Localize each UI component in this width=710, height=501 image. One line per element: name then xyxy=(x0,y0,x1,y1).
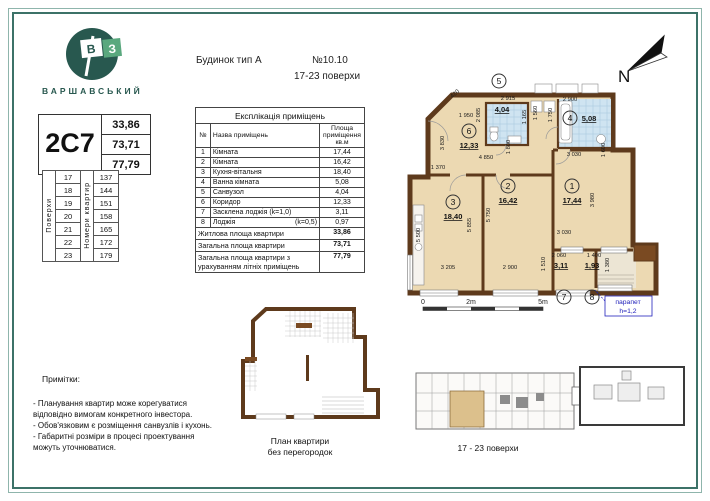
no-partition-caption-line2: без перегородок xyxy=(267,447,333,457)
dimension-label: 1 750 xyxy=(548,107,554,123)
explication-table xyxy=(195,107,365,273)
floors-body xyxy=(43,171,119,262)
no-partition-caption-line1: План квартири xyxy=(270,436,330,446)
parapet-label-line2: h=1,2 xyxy=(619,308,637,315)
explication-col-no: № xyxy=(196,124,211,148)
explication-summary-row: Загальна площа квартири 73,71 xyxy=(196,240,365,252)
building-type-label: Будинок тип А xyxy=(196,55,262,66)
note-line: можуть уточнюватися. xyxy=(33,443,116,452)
explication-row: 7 Засклена лоджія (k=1,0) 3,11 xyxy=(196,208,365,218)
room-number: 7 xyxy=(561,292,567,302)
dimension-label: 2 900 xyxy=(562,97,578,103)
room-area: 17,44 xyxy=(562,196,582,205)
floors-row: Поверхи 17 Номери квартир 137 xyxy=(43,171,119,184)
logo-letter-v: В xyxy=(86,41,97,57)
room-area: 18,40 xyxy=(443,212,463,221)
key-plan xyxy=(412,363,687,438)
floors-row: 22 172 xyxy=(43,236,119,249)
dimension-label: 1 600 xyxy=(601,142,607,158)
key-plan-left-wing xyxy=(416,373,574,429)
room-number: 1 xyxy=(569,181,575,191)
scale-end: 5m xyxy=(538,299,548,306)
room-number: 8 xyxy=(589,292,595,302)
dimension-label: 3 830 xyxy=(440,135,446,151)
dimension-label: 5 500 xyxy=(416,227,422,243)
living-area-value: 33,86 xyxy=(102,115,150,135)
parapet-label-line1: парапет xyxy=(615,299,641,306)
floors-row: 19 151 xyxy=(43,197,119,210)
explication-row: 1 Кімната 17,44 xyxy=(196,148,365,158)
dimension-label: 4 850 xyxy=(478,155,494,161)
note-line: - Обов'язковим є розміщення санвузлів і кухонь. xyxy=(33,421,212,430)
key-plan-highlighted-apartment xyxy=(450,391,484,427)
dimension-label: 3 030 xyxy=(556,230,572,236)
floors-row: 18 144 xyxy=(43,184,119,197)
room-area: 12,33 xyxy=(459,141,479,150)
explication-col-name: Назва приміщень xyxy=(210,124,319,148)
explication-body xyxy=(196,108,365,273)
scale-mid: 2m xyxy=(466,299,476,306)
dimension-label: 5 750 xyxy=(486,207,492,223)
explication-row: 8 Лоджія (k=0,5) 0,97 xyxy=(196,218,365,228)
section-number-label: №10.10 xyxy=(312,55,348,66)
total-area-value: 73,71 xyxy=(102,135,150,155)
dimension-label: 3 030 xyxy=(566,152,582,158)
room-number: 3 xyxy=(450,197,456,207)
floors-row: 20 158 xyxy=(43,210,119,223)
floors-row: 23 179 xyxy=(43,249,119,262)
scale-zero: 0 xyxy=(421,299,425,306)
brand-name: ВАРШАВСЬКИЙ xyxy=(42,86,143,96)
room-number: 6 xyxy=(466,126,472,136)
notes-lines xyxy=(33,398,223,453)
dimension-label: 3 980 xyxy=(590,192,596,208)
explication-row: 5 Санвузол 4,04 xyxy=(196,188,365,198)
explication-row: 4 Ванна кімната 5,08 xyxy=(196,178,365,188)
floors-apartments-table xyxy=(42,170,119,262)
no-partition-plan xyxy=(236,297,388,432)
explication-col-area: Площа приміщення кв.м xyxy=(320,124,365,148)
notes-title: Примітки: xyxy=(42,374,81,384)
room-area: 16,42 xyxy=(498,196,518,205)
dimension-label: 2 915 xyxy=(500,96,516,102)
room-number: 4 xyxy=(567,113,573,123)
explication-summary-row: Житлова площа квартири 33,86 xyxy=(196,228,365,240)
dimension-label: 1 370 xyxy=(430,165,446,171)
explication-summary-row: Загальна площа квартири з урахуванням літніх приміщень 77,79 xyxy=(196,252,365,273)
floors-row: 21 165 xyxy=(43,223,119,236)
apartment-code-box xyxy=(38,114,151,175)
main-floor-plan xyxy=(398,55,663,325)
note-line: - Планування квартир може корегуватися xyxy=(33,399,187,408)
north-letter: N xyxy=(618,67,631,86)
dimension-label: 2 060 xyxy=(551,253,567,259)
apartments-label-cell: Номери квартир xyxy=(81,171,94,262)
dimension-label: 5 855 xyxy=(467,217,473,233)
dimension-label: 1 950 xyxy=(458,113,474,119)
explication-title: Експлікація приміщень xyxy=(196,108,365,124)
floors-label-cell: Поверхи xyxy=(43,171,56,262)
floors-range-label: 17-23 поверхи xyxy=(294,71,361,82)
dimension-label: 2 900 xyxy=(502,265,518,271)
no-partition-caption xyxy=(250,436,350,458)
dimension-label: 1 165 xyxy=(522,109,528,125)
scale-bar xyxy=(421,299,548,311)
dimension-label: 420 xyxy=(449,88,461,100)
room-area: 4,04 xyxy=(494,105,510,114)
dimension-label: 1 400 xyxy=(586,253,602,259)
dimension-label: 1 380 xyxy=(605,257,611,273)
explication-row: 6 Коридор 12,33 xyxy=(196,198,365,208)
logo-letter-z: З xyxy=(107,41,117,57)
apartment-code: 2С7 xyxy=(39,115,102,172)
room-number: 5 xyxy=(496,76,502,86)
note-line: відповідно вимогам конкретного інвестора. xyxy=(33,410,193,419)
total-area-summer-value: 77,79 xyxy=(112,158,140,171)
room-number: 2 xyxy=(505,181,511,191)
room-area: 5,08 xyxy=(581,114,597,123)
dimension-label: 1 800 xyxy=(506,139,512,155)
dimension-label: 1 510 xyxy=(541,256,547,272)
developer-logo xyxy=(56,22,148,86)
dimension-label: 1 560 xyxy=(533,105,539,121)
room-area: 3,11 xyxy=(553,261,569,270)
key-plan-caption: 17 - 23 поверхи xyxy=(457,443,519,453)
dimension-label: 2 085 xyxy=(476,107,482,123)
note-line: - Габаритні розміри в процесі проектування xyxy=(33,432,195,441)
room-area: 1,93 xyxy=(584,261,600,270)
explication-row: 3 Кухня-вітальня 18,40 xyxy=(196,168,365,178)
dimension-label: 3 205 xyxy=(440,265,456,271)
explication-row: 2 Кімната 16,42 xyxy=(196,158,365,168)
